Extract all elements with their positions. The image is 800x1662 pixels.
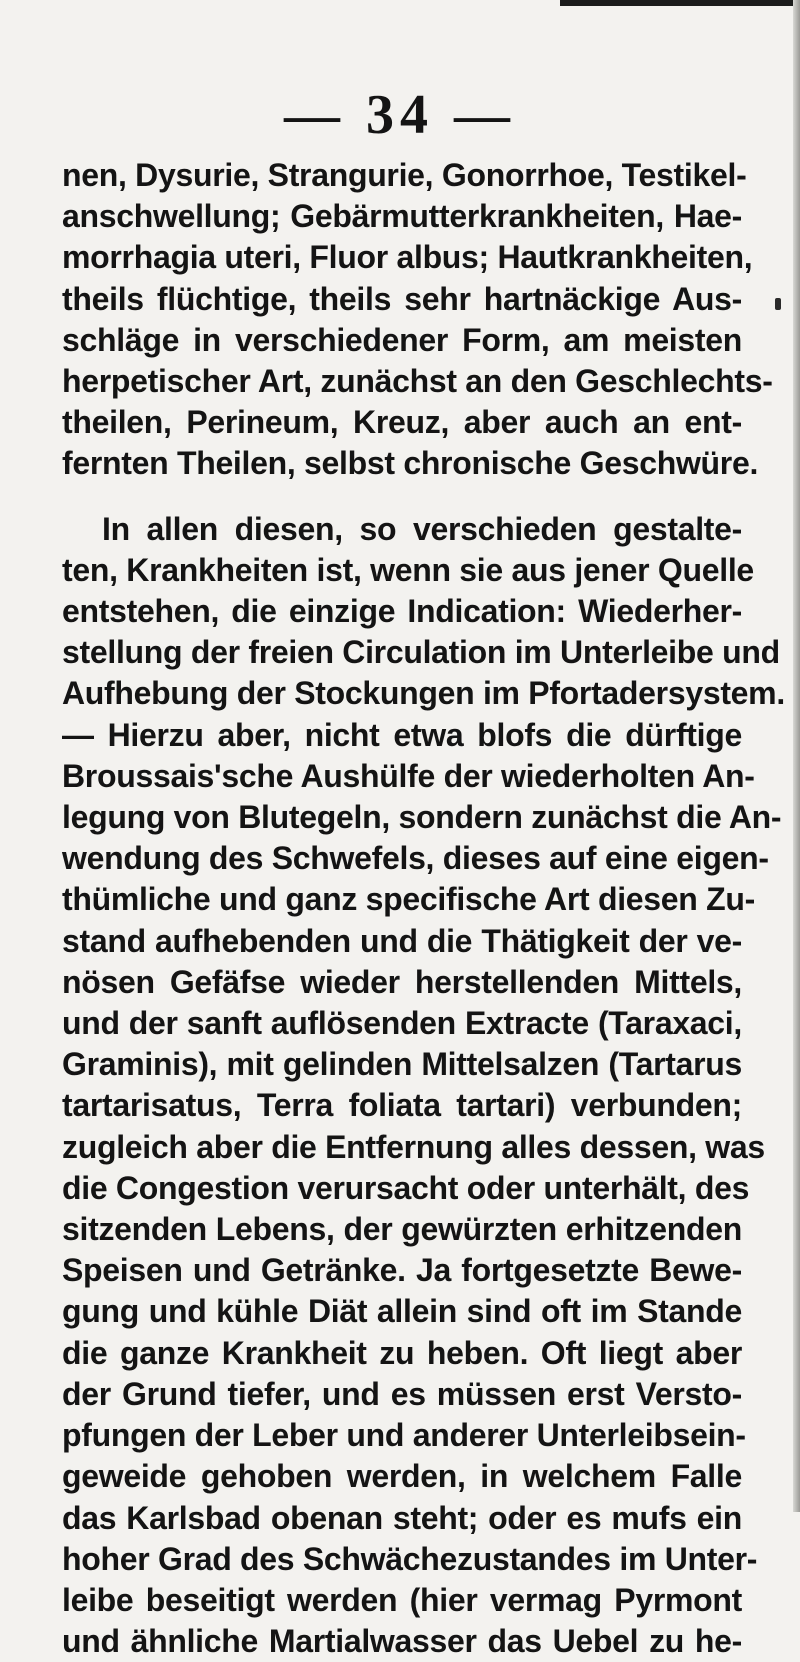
text-line: stellung der freien Circulation im Unterleibe und (62, 634, 780, 671)
text-line: theilen, Perineum, Kreuz, aber auch an ent- (62, 404, 742, 441)
text-line: theils flüchtige, theils sehr hartnäckige Aus- (62, 280, 742, 317)
text-line: tartarisatus, Terra foliata tartari) verbunden; (62, 1087, 742, 1124)
text-line: leibe beseitigt werden (hier vermag Pyrmont (62, 1581, 742, 1618)
text-line: nen, Dysurie, Strangurie, Gonorrhoe, Testikel- (62, 157, 747, 193)
text-line: fernten Theilen, selbst chronische Geschwüre. (62, 445, 759, 482)
text-line: das Karlsbad obenan steht; oder es mufs ein (62, 1499, 742, 1536)
text-line: stand aufhebenden und die Thätigkeit der ve- (62, 922, 742, 959)
text-line: die Congestion verursacht oder unterhält, des (62, 1169, 750, 1206)
text-line: entstehen, die einzige Indication: Wiederher- (62, 593, 742, 630)
text-line: der Grund tiefer, und es müssen erst Versto- (62, 1375, 742, 1412)
text-line: legung von Blutegeln, sondern zunächst die An- (62, 799, 782, 836)
text-line: pfungen der Leber und anderer Unterleibsein- (62, 1417, 746, 1454)
text-line: — Hierzu aber, nicht etwa blofs die dürftige (62, 716, 742, 753)
page-edge-shadow-right (793, 0, 800, 1512)
text-line: anschwellung; Gebärmutterkrankheiten, Hae- (62, 198, 742, 235)
text-line: und der sanft auflösenden Extracte (Taraxaci, (62, 1005, 742, 1042)
text-line: hoher Grad des Schwächezustandes im Unter- (62, 1540, 758, 1577)
text-line: thümliche und ganz specifische Art diesen Zu- (62, 881, 755, 918)
text-line: geweide gehoben werden, in welchem Falle (62, 1458, 742, 1495)
page-edge-shadow-top (560, 0, 800, 6)
text-line: morrhagia uteri, Fluor albus; Hautkrankheiten, (62, 239, 753, 276)
page-number: — 34 — (284, 84, 516, 146)
text-line: ten, Krankheiten ist, wenn sie aus jener Quelle (62, 551, 754, 588)
text-line: schläge in verschiedener Form, am meisten (62, 321, 742, 358)
margin-mark (775, 298, 781, 310)
text-line: Aufhebung der Stockungen im Pfortadersystem. (62, 675, 785, 712)
text-line: nösen Gefäfse wieder herstellenden Mittels, (62, 963, 742, 1000)
text-line: und ähnliche Martialwasser das Uebel zu he- (62, 1623, 742, 1660)
text-line: wendung des Schwefels, dieses auf eine eigen- (62, 840, 769, 877)
text-line: die ganze Krankheit zu heben. Oft liegt aber (62, 1334, 742, 1371)
text-line: Speisen und Getränke. Ja fortgesetzte Bewe- (62, 1252, 742, 1289)
text-line: Graminis), mit gelinden Mittelsalzen (Tartarus (62, 1046, 742, 1083)
text-line: zugleich aber die Entfernung alles dessen, was (62, 1128, 765, 1165)
text-line: gung und kühle Diät allein sind oft im Stande (62, 1293, 742, 1330)
text-line: Broussais'sche Aushülfe der wiederholten An- (62, 757, 755, 794)
text-line: sitzenden Lebens, der gewürzten erhitzenden (62, 1211, 742, 1248)
text-line: herpetischer Art, zunächst an den Geschlechts- (62, 363, 773, 400)
text-line: In allen diesen, so verschieden gestalte- (102, 510, 742, 547)
body-text (62, 155, 785, 1662)
